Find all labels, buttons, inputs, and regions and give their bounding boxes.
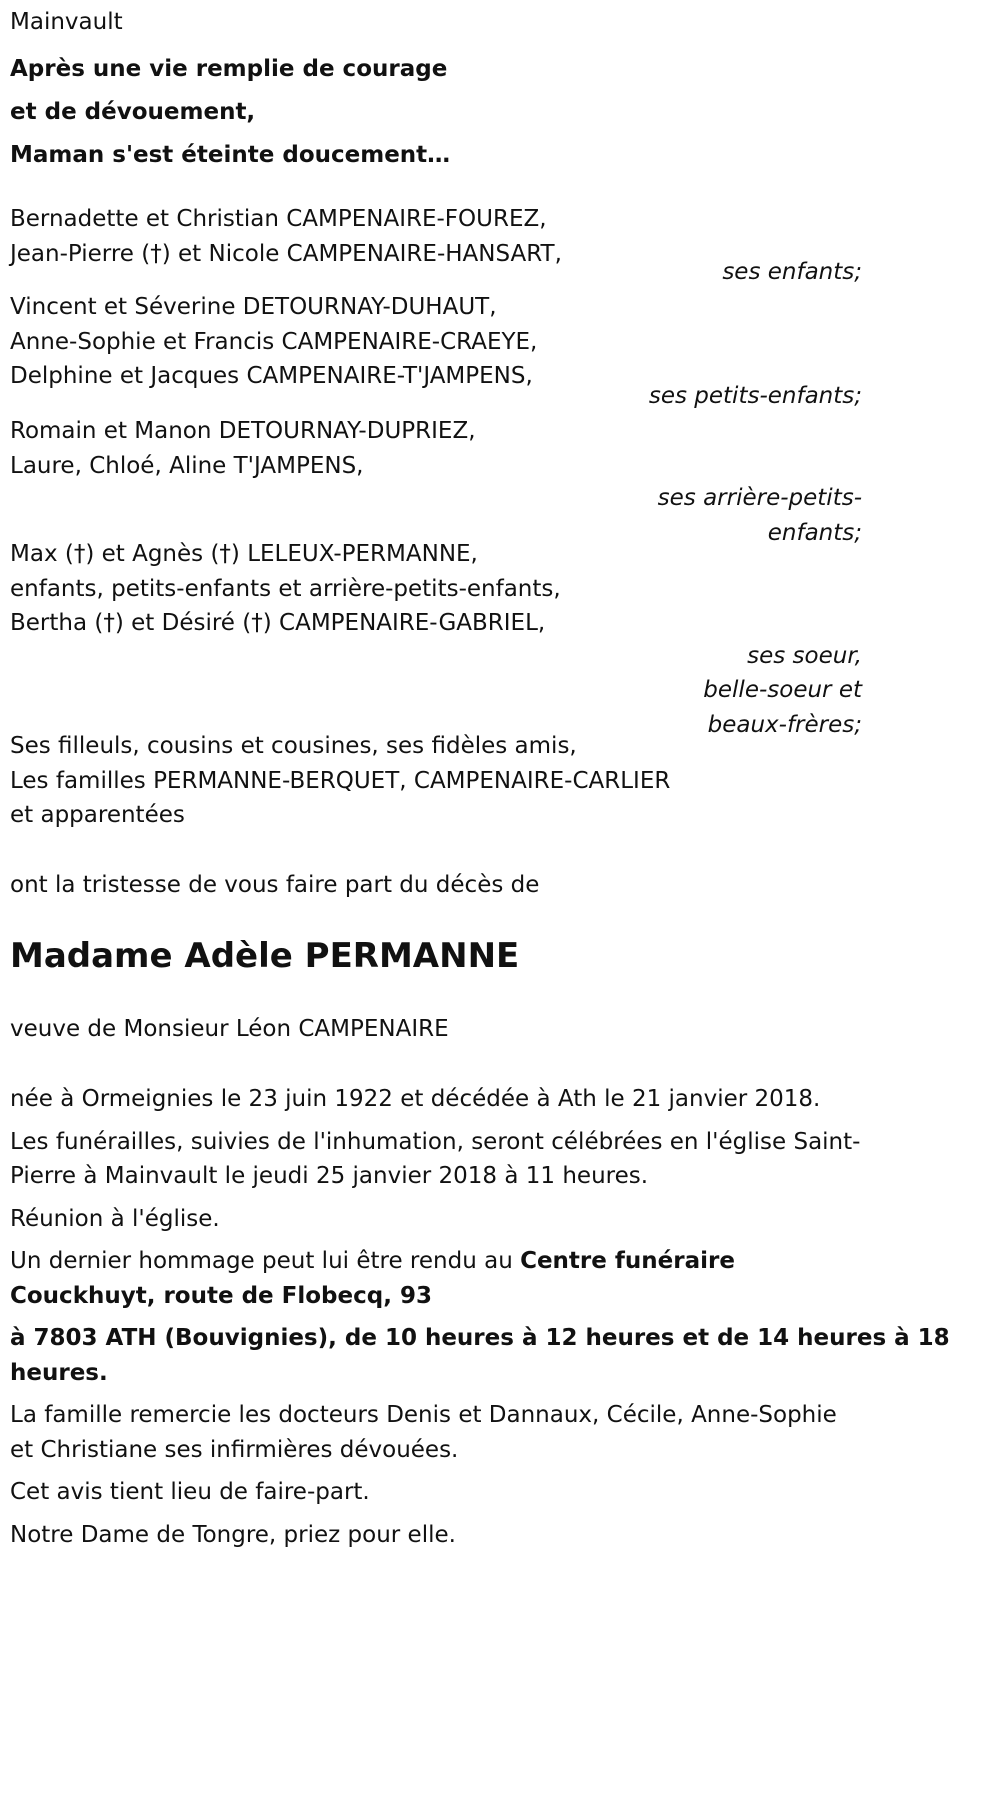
homage-place: Centre funéraire: [520, 1248, 735, 1274]
meeting-text: Réunion à l'église.: [10, 1205, 220, 1232]
family-siblings: [10, 537, 862, 742]
homage-hours: heures.: [10, 1359, 108, 1386]
family-line: Anne-Sophie et Francis CAMPENAIRE-CRAEYE,: [10, 328, 538, 355]
prayer-text: Notre Dame de Tongre, priez pour elle.: [10, 1521, 456, 1548]
family-line: Delphine et Jacques CAMPENAIRE-T'JAMPENS,: [10, 363, 533, 389]
relation-label: ses arrière-petits-: [657, 485, 862, 511]
intro-line: et de dévouement,: [10, 99, 256, 125]
relation-label: enfants;: [767, 519, 862, 546]
homage-prefix: Un dernier hommage peut lui être rendu au: [10, 1248, 521, 1274]
announcement: ont la tristesse de vous faire part du décès de: [10, 872, 540, 898]
family-children: [10, 202, 862, 290]
details-section: [10, 1082, 950, 1552]
location: Mainvault: [10, 9, 123, 35]
funeral-line: Les funérailles, suivies de l'inhumation, seront célébrées en l'église Saint-: [10, 1128, 861, 1155]
intro-line: Après une vie remplie de courage: [10, 56, 448, 82]
family-line: enfants, petits-enfants et arrière-petits-enfants,: [10, 575, 561, 602]
birth-death: née à Ormeignies le 23 juin 1922 et décédée à Ath le 21 janvier 2018.: [10, 1086, 821, 1112]
family-grandchildren: [10, 290, 862, 413]
thanks-line: La famille remercie les docteurs Denis et Dannaux, Cécile, Anne-Sophie: [10, 1402, 837, 1428]
relation-label: ses enfants;: [722, 259, 862, 285]
intro-line: Maman s'est éteinte doucement…: [10, 142, 451, 168]
others-line: et apparentées: [10, 802, 185, 828]
family-line: Romain et Manon DETOURNAY-DUPRIEZ,: [10, 418, 476, 444]
funeral-line: Pierre à Mainvault le jeudi 25 janvier 2018 à 11 heures.: [10, 1163, 649, 1189]
deceased-name: Madame Adèle PERMANNE: [10, 936, 520, 976]
homage-place-line: Couckhuyt, route de Flobecq, 93: [10, 1282, 432, 1309]
family-line: Bernadette et Christian CAMPENAIRE-FOUREZ,: [10, 206, 547, 232]
relation-label: ses soeur,: [747, 642, 862, 669]
family-line: Vincent et Séverine DETOURNAY-DUHAUT,: [10, 294, 497, 320]
family-great-grandchildren: [10, 414, 862, 550]
family-line: Bertha (†) et Désiré (†) CAMPENAIRE-GABRIEL,: [10, 610, 546, 636]
family-line: Jean-Pierre (†) et Nicole CAMPENAIRE-HANSART,: [10, 240, 562, 267]
others-line: Ses filleuls, cousins et cousines, ses fidèles amis,: [10, 733, 577, 759]
family-line: Max (†) et Agnès (†) LELEUX-PERMANNE,: [10, 541, 478, 567]
relation-label: beaux-frères;: [707, 711, 862, 738]
family-line: Laure, Chloé, Aline T'JAMPENS,: [10, 452, 364, 479]
homage-hours: à 7803 ATH (Bouvignies), de 10 heures à 12 heures et de 14 heures à 18: [10, 1325, 950, 1351]
relation-label: ses petits-enfants;: [648, 382, 862, 409]
thanks-line: et Christiane ses infirmières dévouées.: [10, 1436, 459, 1463]
intro-text: [10, 48, 450, 177]
others-line: Les familles PERMANNE-BERQUET, CAMPENAIRE-CARLIER: [10, 767, 671, 794]
others-section: [10, 729, 670, 833]
widow-of: veuve de Monsieur Léon CAMPENAIRE: [10, 1016, 449, 1042]
notice-text: Cet avis tient lieu de faire-part.: [10, 1479, 370, 1505]
relation-label: belle-soeur et: [703, 677, 862, 703]
homage-line: [10, 1244, 862, 1279]
